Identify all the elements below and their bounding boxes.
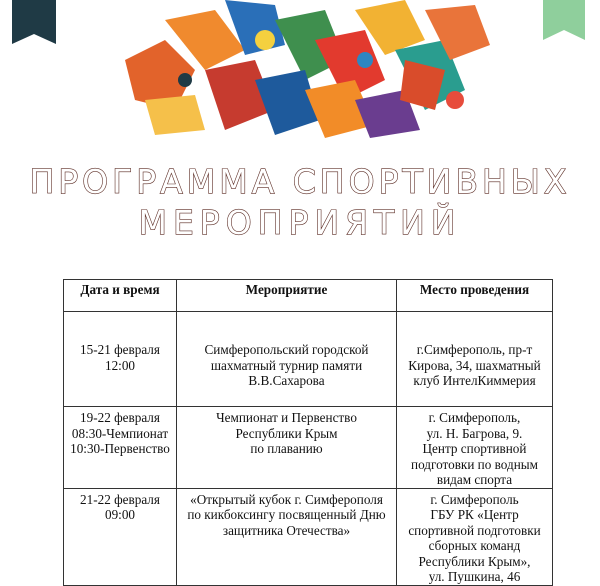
ribbon-left (12, 0, 56, 44)
cell-event: Чемпионат и Первенство Республики Крым по плаванию (177, 407, 397, 489)
page-title-line1: ПРОГРАММА СПОРТИВНЫХ (29, 162, 571, 201)
ribbon-right (543, 0, 585, 40)
table-header-row (64, 280, 553, 312)
header-event: Мероприятие (177, 280, 397, 312)
cell-date: 19-22 февраля 08:30-Чемпионат 10:30-Первенство (64, 407, 177, 489)
cell-date: 21-22 февраля 09:00 (64, 488, 177, 585)
table-row (64, 488, 553, 585)
header-place: Место проведения (397, 280, 553, 312)
cell-place: г. Симферополь, ул. Н. Багрова, 9. Центр спортивной подготовки по водным видам спорта (397, 407, 553, 489)
cell-place: г. Симферополь ГБУ РК «Центр спортивной подготовки сборных команд Республики Крым», ул. Пушкина, 46 (397, 488, 553, 585)
cell-place: г.Симферополь, пр-т Кирова, 34, шахматный клуб ИнтелКиммерия (397, 312, 553, 407)
header-date: Дата и время (64, 280, 177, 312)
cell-date: 15-21 февраля 12:00 (64, 312, 177, 407)
table-row (64, 407, 553, 489)
cell-event: Симферопольский городской шахматный турнир памяти В.В.Сахарова (177, 312, 397, 407)
cell-event: «Открытый кубок г. Симферополя по кикбоксингу посвященный Дню защитника Отечества» (177, 488, 397, 585)
table-row (64, 312, 553, 407)
program-table (63, 279, 553, 586)
page-title-line2: МЕРОПРИЯТИЙ (138, 203, 462, 242)
sports-collage-illustration (105, 0, 495, 140)
